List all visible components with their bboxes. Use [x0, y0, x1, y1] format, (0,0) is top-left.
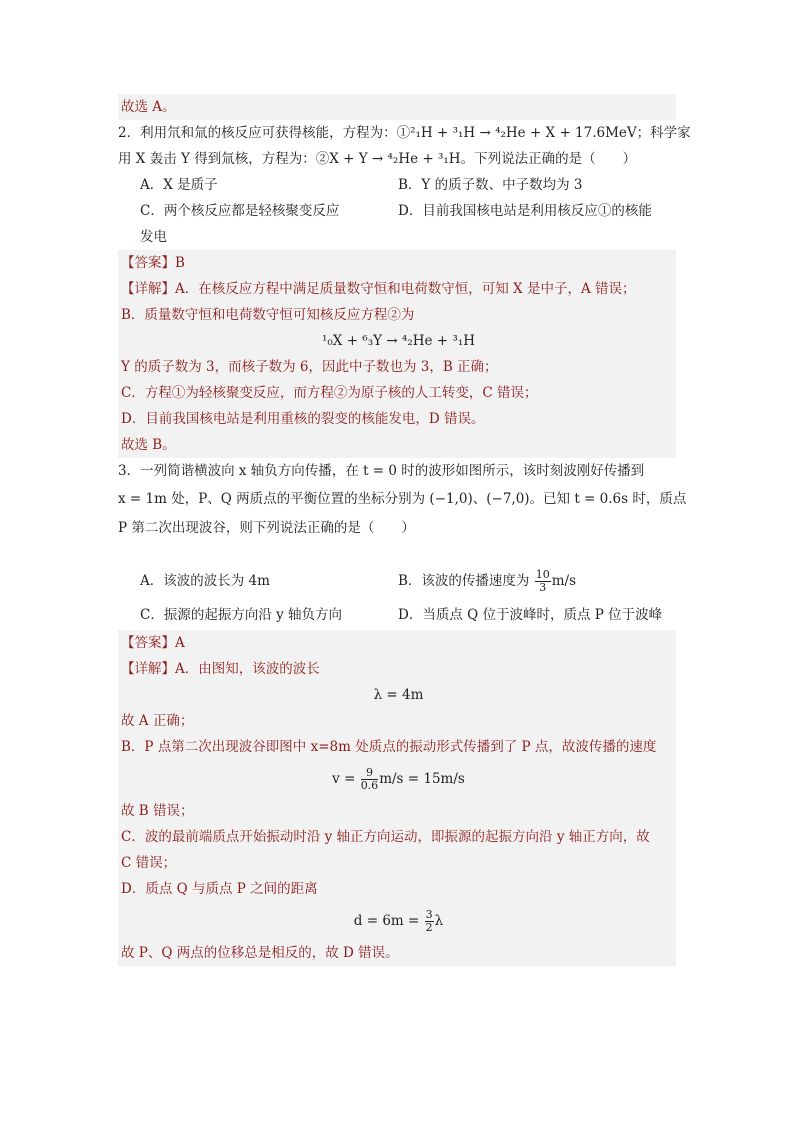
answer-conclusion: 故选 A。: [118, 94, 676, 120]
question-2-options: [118, 198, 676, 224]
detail-line: 故 P、Q 两点的位移总是相反的，故 D 错误。: [118, 940, 676, 966]
equation: ¹₀X + ⁶₃Y → ⁴₂He + ³₁H: [118, 328, 676, 354]
answer-label: 【答案】A: [118, 630, 676, 656]
question-3-options: [118, 562, 676, 600]
detail-line: B．质量数守恒和电荷数守恒可知核反应方程②为: [118, 302, 676, 328]
option-a: A．X 是质子: [140, 177, 218, 193]
answer-label: 【答案】B: [118, 250, 676, 276]
option-d: D．目前我国核电站是利用核反应①的核能: [398, 203, 652, 219]
question-2-options: [118, 172, 676, 198]
option-c: C．振源的起振方向沿 y 轴负方向: [140, 607, 343, 623]
detail-line: 故 A 正确；: [118, 708, 676, 734]
question-3-stem: x = 1m 处，P、Q 两质点的平衡位置的坐标分别为 (−1,0)、(−7,0)。已知 t = 0.6s 时，质点: [118, 491, 687, 507]
detail-line: C 错误；: [118, 850, 676, 876]
detail-line: 故选 B。: [118, 432, 676, 458]
detail-line: Y 的质子数为 3，而核子数为 6，因此中子数也为 3，B 正确；: [118, 354, 676, 380]
detail-line: 【详解】A．在核反应方程中满足质量数守恒和电荷数守恒，可知 X 是中子，A 错误；: [118, 276, 676, 302]
option-b: B．该波的传播速度为 $\frac{10}{3}$ m/s: [398, 568, 576, 594]
question-2-stem: 用 X 轰击 Y 得到氚核，方程为：②X + Y → ⁴₂He + ³₁H。下列说法正确的是（ ）: [118, 151, 637, 167]
detail-line: C．方程①为轻核聚变反应，而方程②为原子核的人工转变，C 错误；: [118, 380, 676, 406]
option-d: D．当质点 Q 位于波峰时，质点 P 位于波峰: [398, 607, 663, 623]
detail-line: 【详解】A．由图知，该波的波长: [118, 656, 676, 682]
detail-line: B．P 点第二次出现波谷即图中 x=8m 处质点的振动形式传播到了 P 点，故波传播的速度: [118, 734, 676, 760]
option-b: B．Y 的质子数、中子数均为 3: [398, 177, 583, 193]
question-3-stem: 3．一列简谐横波向 x 轴负方向传播，在 t = 0 时的波形如图所示，该时刻波刚好传播到: [118, 463, 645, 479]
detail-line: C．波的最前端质点开始振动时沿 y 轴正方向运动，即振源的起振方向沿 y 轴正方向，故: [118, 824, 676, 850]
option-a: A．该波的波长为 4m: [140, 573, 270, 589]
question-3-options: [118, 600, 676, 630]
option-d-continued: 发电: [140, 229, 167, 245]
detail-line: D．目前我国核电站是利用重核的裂变的核能发电，D 错误。: [118, 406, 676, 432]
question-3-stem: P 第二次出现波谷，则下列说法正确的是（ ）: [118, 520, 415, 536]
detail-line: 故 B 错误；: [118, 798, 676, 824]
detail-line: D．质点 Q 与质点 P 之间的距离: [118, 876, 676, 902]
option-c: C．两个核反应都是轻核聚变反应: [140, 203, 340, 219]
fraction: $\frac{10}{3}$: [535, 568, 550, 594]
fraction: $\frac{9}{0.6}$: [360, 766, 379, 792]
fraction: $\frac{3}{2}$: [425, 908, 433, 934]
equation: λ = 4m: [118, 682, 676, 708]
document-page: [118, 94, 691, 966]
equation: d = 6m = $\frac{3}{2}$ λ: [118, 902, 676, 940]
question-2-stem: 2．利用氘和氚的核反应可获得核能，方程为：①²₁H + ³₁H → ⁴₂He + X + 17.6MeV；科学家: [118, 125, 691, 141]
equation: v = $\frac{9}{0.6}$ m/s = 15m/s: [118, 760, 676, 798]
